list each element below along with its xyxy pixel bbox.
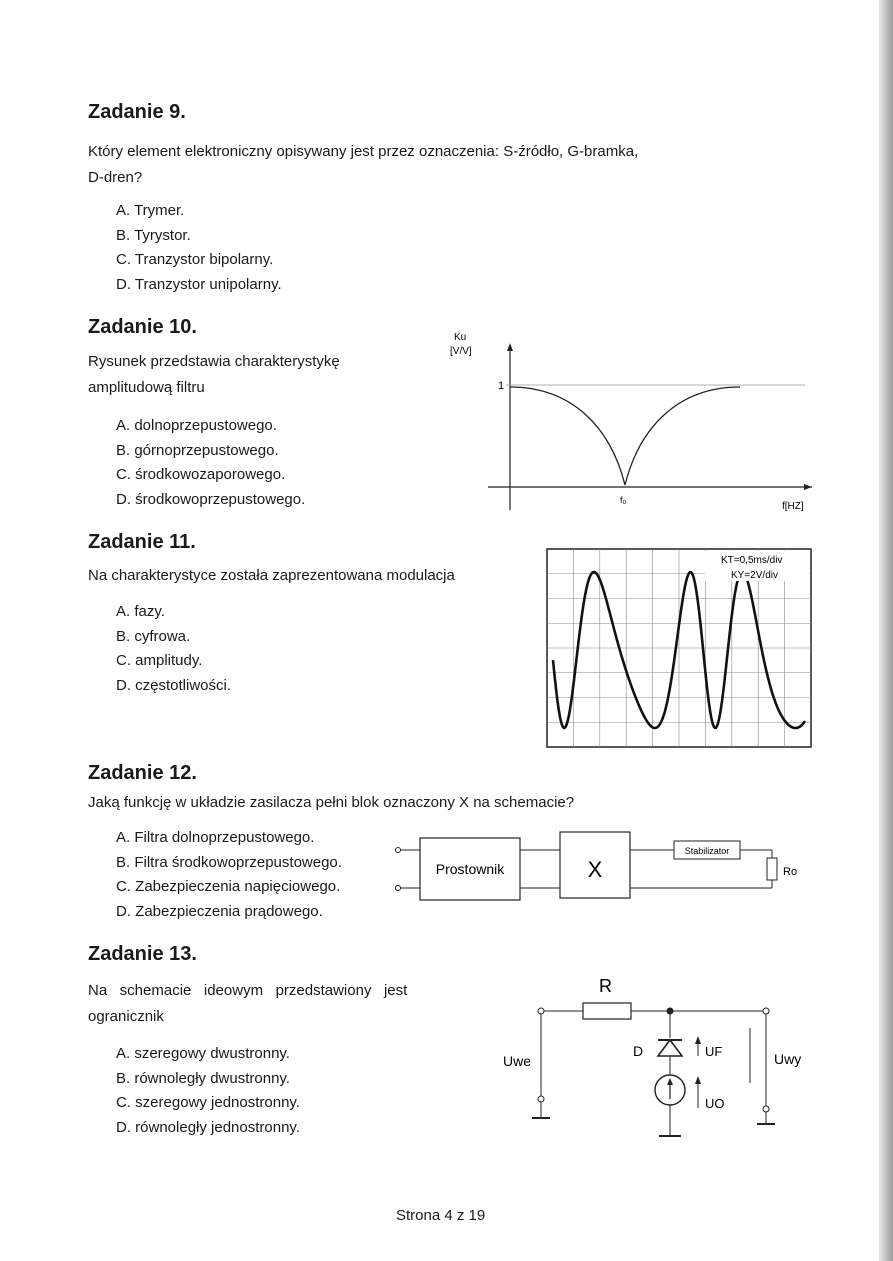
q11-text: Na charakterystyce została zaprezentowana modulacja bbox=[88, 567, 455, 584]
q10-y-unit: [V/V] bbox=[450, 346, 472, 357]
q12-input-terminal-bottom bbox=[396, 886, 401, 891]
q13-junction-dot bbox=[667, 1008, 674, 1015]
q12-x-label: X bbox=[587, 857, 603, 882]
q13-input-terminal-bottom bbox=[538, 1096, 544, 1102]
q12-title: Zadanie 12. bbox=[88, 762, 197, 784]
q12-option-c: C. Zabezpieczenia napięciowego. bbox=[116, 878, 341, 895]
q13-uf-arrow-head bbox=[695, 1036, 701, 1044]
q9-option-b: B. Tyrystor. bbox=[116, 226, 191, 244]
q9-option-a: A. Trymer. bbox=[116, 202, 185, 219]
q10-option-d: D. środkowoprzepustowego. bbox=[116, 490, 306, 508]
q13-text-line2: ogranicznik bbox=[88, 1008, 164, 1025]
q12-stabilizer-label: Stabilizator bbox=[684, 846, 730, 856]
q9-option-c: C. Tranzystor bipolarny. bbox=[116, 251, 274, 268]
q13-output-terminal-bottom bbox=[763, 1106, 769, 1112]
q13-options bbox=[116, 1042, 300, 1140]
q10-option-a: A. dolnoprzepustowego. bbox=[116, 417, 277, 434]
q13-input-label: Uwe bbox=[503, 1053, 532, 1069]
q13-title: Zadanie 13. bbox=[88, 943, 197, 965]
q11-title: Zadanie 11. bbox=[88, 531, 196, 553]
q9-options bbox=[116, 199, 282, 297]
q11-option-d: D. częstotliwości. bbox=[116, 676, 232, 694]
q10-option-b: B. górnoprzepustowego. bbox=[116, 441, 279, 459]
q13-text-line1: Na schemacie ideowym przedstawiony jest bbox=[88, 982, 408, 999]
q11-kt-label: KT=0,5ms/div bbox=[721, 555, 783, 566]
q10-text-line1: Rysunek przedstawia charakterystykę bbox=[88, 353, 340, 370]
q11-option-a: A. fazy. bbox=[116, 603, 165, 620]
q13-input-terminal-top bbox=[538, 1008, 544, 1014]
q13-limiter-schematic bbox=[495, 968, 815, 1148]
q12-options bbox=[116, 826, 342, 924]
q11-oscilloscope bbox=[545, 547, 815, 750]
q12-option-b: B. Filtra środkowoprzepustowego. bbox=[116, 853, 342, 871]
page-number: Strona 4 z 19 bbox=[396, 1207, 486, 1224]
q10-title: Zadanie 10. bbox=[88, 316, 197, 338]
q13-diode bbox=[658, 1040, 682, 1056]
q10-options bbox=[116, 414, 305, 512]
q9-question bbox=[88, 139, 798, 191]
q12-power-supply-diagram bbox=[392, 828, 812, 908]
q10-question bbox=[88, 349, 340, 401]
q13-resistor bbox=[583, 1003, 631, 1019]
q10-x-label: f[HZ] bbox=[782, 501, 804, 512]
q10-amplitude-chart bbox=[440, 325, 820, 520]
q13-option-a: A. szeregowy dwustronny. bbox=[116, 1045, 290, 1062]
q12-load-resistor bbox=[767, 858, 777, 880]
q13-uo-label: UO bbox=[705, 1096, 725, 1111]
q12-option-d: D. Zabezpieczenia prądowego. bbox=[116, 902, 323, 920]
q9-title: Zadanie 9. bbox=[88, 101, 186, 123]
q12-load-label: Ro bbox=[783, 866, 798, 878]
q10-y-tick-1: 1 bbox=[498, 380, 505, 392]
q13-option-b: B. równoległy dwustronny. bbox=[116, 1069, 290, 1087]
q12-option-a: A. Filtra dolnoprzepustowego. bbox=[116, 829, 315, 846]
q10-y-label: Ku bbox=[454, 332, 467, 343]
q13-option-c: C. szeregowy jednostronny. bbox=[116, 1094, 300, 1111]
q13-uf-label: UF bbox=[705, 1044, 723, 1059]
q13-output-label: Uwy bbox=[774, 1051, 802, 1067]
q12-rectifier-label: Prostownik bbox=[435, 861, 505, 877]
q10-f0-label: f₀ bbox=[620, 495, 627, 505]
q12-text: Jaką funkcję w układzie zasilacza pełni blok oznaczony X na schemacie? bbox=[88, 794, 575, 811]
q10-x-arrow bbox=[804, 484, 812, 490]
q9-option-d: D. Tranzystor unipolarny. bbox=[116, 275, 282, 293]
q10-notch-curve bbox=[510, 387, 740, 485]
q9-text-line2: D-dren? bbox=[88, 169, 143, 186]
scan-edge-shadow bbox=[879, 0, 893, 1261]
q10-text-line2: amplitudową filtru bbox=[88, 379, 205, 396]
q13-output-terminal-top bbox=[763, 1008, 769, 1014]
q10-option-c: C. środkowozaporowego. bbox=[116, 466, 286, 483]
q13-option-d: D. równoległy jednostronny. bbox=[116, 1118, 300, 1136]
q13-resistor-label: R bbox=[599, 976, 612, 996]
q13-question bbox=[88, 978, 508, 1030]
q9-text-line1: Który element elektroniczny opisywany jest przez oznaczenia: S-źródło, G-bramka, bbox=[88, 143, 639, 160]
q11-options bbox=[116, 600, 231, 698]
q11-option-b: B. cyfrowa. bbox=[116, 627, 191, 645]
q10-y-arrow bbox=[507, 343, 513, 351]
q13-diode-label: D bbox=[633, 1043, 644, 1059]
q11-ky-label: KY=2V/div bbox=[731, 570, 778, 581]
q13-uo-arrow-head bbox=[695, 1076, 701, 1084]
q12-input-terminal-top bbox=[396, 848, 401, 853]
q11-option-c: C. amplitudy. bbox=[116, 652, 203, 669]
